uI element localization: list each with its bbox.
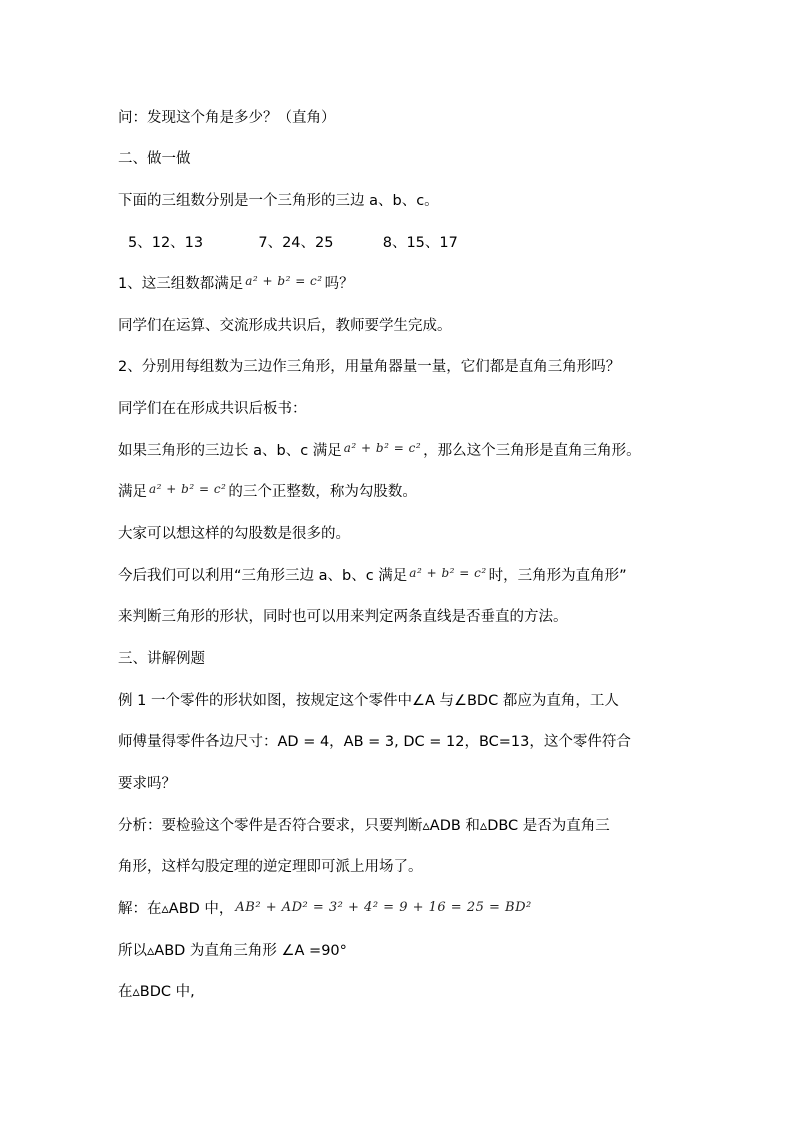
paragraph-consensus: 同学们在运算、交流形成共识后，教师要学生完成。: [118, 318, 452, 334]
theorem-statement: [118, 441, 641, 461]
paragraph-three-groups: 下面的三组数分别是一个三角形的三边 a、b、c。: [118, 193, 439, 209]
theorem-text: 如果三角形的三边长 a、b、c 满足: [118, 443, 342, 459]
solution-line-2: 所以▵ABD 为直角三角形 ∠A =90°: [118, 943, 347, 959]
pythagorean-formula: a² + b² = c²: [409, 566, 487, 580]
example-1-line-1: 例 1 一个零件的形状如图，按规定这个零件中∠A 与∠BDC 都应为直角，工人: [118, 693, 619, 709]
solution-equation: AB² + AD² = 3² + 4² = 9 + 16 = 25 = BD²: [235, 900, 532, 915]
solution-line-3: 在▵BDC 中,: [118, 984, 195, 1000]
theorem-conclusion: ，那么这个三角形是直角三角形。: [423, 443, 641, 459]
paragraph-blackboard: 同学们在在形成共识后板书：: [118, 401, 307, 417]
section-heading-examples: 三、讲解例题: [118, 651, 205, 667]
question-right-angle: 问：发现这个角是多少？（直角）: [118, 110, 336, 126]
definition-pythagorean-triples: [118, 482, 417, 502]
solution-line-1: [118, 899, 534, 920]
question-1-text: 1、这三组数都满足: [118, 276, 244, 292]
analysis-line-2: 角形，这样勾股定理的逆定理即可派上用场了。: [118, 859, 423, 875]
example-1-line-2: 师傅量得零件各边尺寸：AD = 4，AB = 3, DC = 12，BC=13，这个零件符合: [118, 734, 631, 750]
solution-prefix: 解：在▵ABD 中，: [118, 901, 234, 917]
triple-2: 7、24、25: [258, 235, 334, 251]
paragraph-usage-continued: 来判断三角形的形状，同时也可以用来判定两条直线是否垂直的方法。: [118, 609, 568, 625]
paragraph-many-triples: 大家可以想这样的勾股数是很多的。: [118, 526, 350, 542]
definition-suffix: 的三个正整数，称为勾股数。: [228, 484, 417, 500]
pythagorean-formula: a² + b² = c²: [245, 274, 323, 288]
usage-suffix: 时，三角形为直角形”: [488, 568, 627, 584]
triple-1: 5、12、13: [128, 235, 204, 251]
number-triples: [128, 233, 458, 253]
usage-prefix: 今后我们可以利用“三角形三边 a、b、c 满足: [118, 568, 408, 584]
definition-prefix: 满足: [118, 484, 147, 500]
section-heading-try: 二、做一做: [118, 151, 191, 167]
question-1-suffix: 吗？: [324, 276, 354, 292]
pythagorean-formula: a² + b² = c²: [343, 441, 422, 455]
question-1: [118, 274, 354, 294]
triple-3: 8、15、17: [382, 235, 458, 251]
analysis-line-1: 分析：要检验这个零件是否符合要求，只要判断▵ADB 和▵DBC 是否为直角三: [118, 818, 610, 834]
paragraph-usage: [118, 566, 627, 586]
example-1-line-3: 要求吗？: [118, 776, 176, 792]
question-2: 2、分别用每组数为三边作三角形，用量角器量一量，它们都是直角三角形吗？: [118, 359, 621, 375]
pythagorean-formula: a² + b² = c²: [149, 482, 227, 496]
